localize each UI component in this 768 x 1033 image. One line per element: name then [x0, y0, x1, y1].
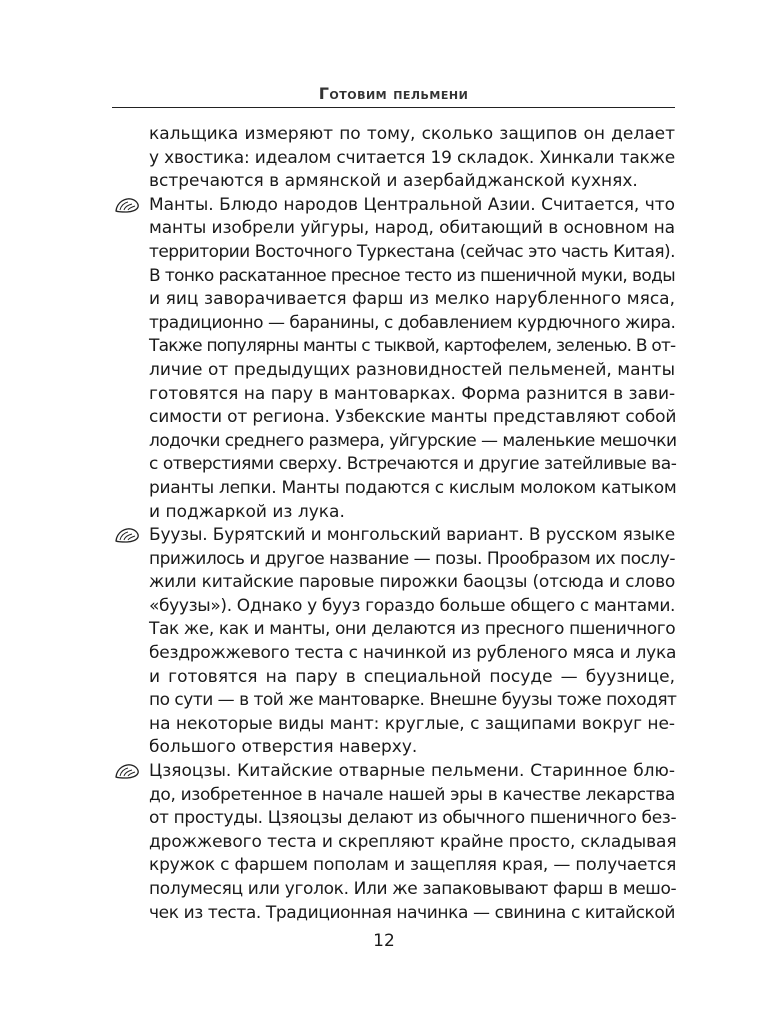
text-line: Так же, как и манты, они делаются из пресного пшеничного: [149, 619, 676, 640]
text-line: дрожжевого теста и скрепляют крайне просто, складывая: [149, 831, 677, 852]
text-line: по сути — в той же мантоварке. Внешне буузы тоже походят: [149, 690, 677, 711]
text-line: Буузы. Бурятский и монгольский вариант. В русском языке: [149, 525, 675, 546]
paragraph: [114, 123, 675, 194]
text-line: лодочки среднего размера, уйгурские — маленькие мешочки: [149, 430, 677, 451]
text-line: чек из теста. Традиционная начинка — свинина с китайской: [149, 902, 676, 923]
text-line: до, изобретенное в начале нашей эры в качестве лекарства: [149, 784, 675, 805]
text-line: личие от предыдущих разновидностей пельменей, манты: [149, 359, 675, 380]
text-line: прижилось и другое название — позы. Прообразом их послу-: [149, 548, 676, 569]
paragraph: [114, 524, 675, 760]
text-line: и поджаркой из лука.: [149, 501, 345, 522]
text-line: большого отверстия наверху.: [149, 737, 418, 758]
text-line: Манты. Блюдо народов Центральной Азии. Считается, что: [149, 194, 675, 215]
dumpling-bullet-icon: [114, 196, 140, 216]
text-line: В тонко раскатанное пресное тесто из пшеничной муки, воды: [149, 265, 675, 286]
text-line: кальщика измеряют по тому, сколько защипов он делает: [149, 124, 675, 144]
text-line: территории Восточного Туркестана (сейчас это часть Китая).: [149, 241, 675, 262]
text-line: «буузы»). Однако у бууз гораздо больше общего с мантами.: [149, 595, 676, 616]
text-line: и яиц заворачивается фарш из мелко нарубленного мяса,: [149, 289, 675, 310]
dumpling-bullet-icon: [114, 762, 140, 782]
text-line: на некоторые виды мант: круглые, с защипами вокруг не-: [149, 713, 675, 734]
text-line: бездрожжевого теста с начинкой из рубленого мяса и лука: [149, 643, 677, 664]
paragraph: [114, 194, 675, 524]
paragraph: [114, 760, 675, 925]
text-line: кружок с фаршем пополам и защепляя края, — получается: [149, 855, 677, 876]
text-line: готовятся на пару в мантоварках. Форма разнится в зави-: [149, 383, 676, 404]
text-line: Цзяоцзы. Китайские отварные пельмени. Старинное блю-: [149, 761, 675, 782]
header-divider: [112, 107, 675, 108]
text-line: и готовятся на пару в специальной посуде — буузнице,: [149, 666, 675, 687]
text-line: рианты лепки. Манты подаются с кислым молоком катыком: [149, 477, 677, 498]
text-line: полумесяц или уголок. Или же запаковывают фарш в мешо-: [149, 879, 677, 899]
text-line: от простуды. Цзяоцзы делают из обычного пшеничного без-: [149, 808, 677, 829]
text-line: симости от региона. Узбекские манты представляют собой: [149, 407, 677, 428]
text-line: жили китайские паровые пирожки баоцзы (отсюда и слово: [149, 572, 676, 593]
text-line: с отверстиями сверху. Встречаются и другие затейливые ва-: [149, 454, 677, 475]
page-body: [114, 123, 675, 925]
text-line: традиционно — баранины, с добавлением курдючного жира.: [149, 312, 676, 333]
text-line: встречаются в армянской и азербайджанской кухнях.: [149, 171, 638, 192]
running-header: Готовим пельмени: [318, 84, 469, 103]
text-line: Также популярны манты с тыквой, картофелем, зеленью. В от-: [149, 336, 676, 357]
page-number: 12: [373, 931, 395, 951]
text-line: у хвостика: идеалом считается 19 складок. Хинкали также: [149, 147, 675, 168]
dumpling-bullet-icon: [114, 526, 140, 546]
text-line: манты изобрели уйгуры, народ, обитающий в основном на: [149, 218, 675, 239]
